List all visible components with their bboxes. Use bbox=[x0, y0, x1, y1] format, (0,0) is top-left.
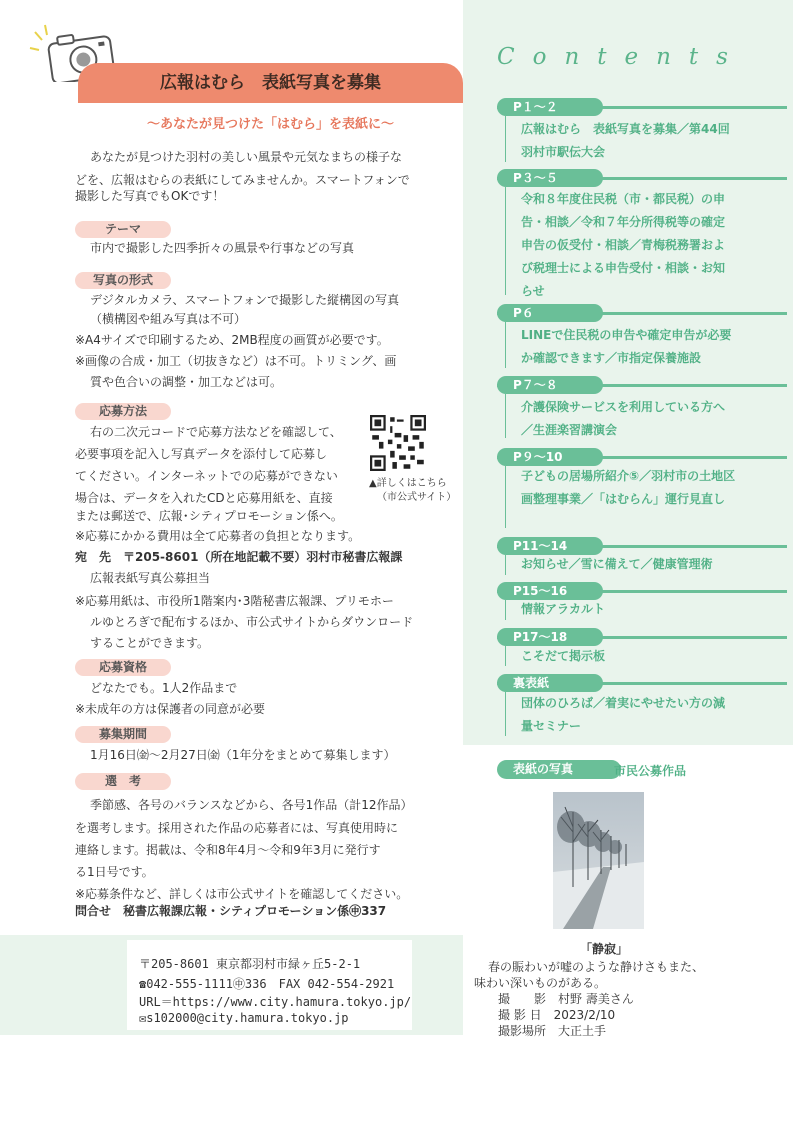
theme-text: 市内で撮影した四季折々の風景や行事などの写真 bbox=[90, 241, 355, 255]
subtitle: ～あなたが見つけた「はむら」を表紙に～ bbox=[146, 117, 394, 132]
website-url[interactable]: URL＝https://www.city.hamura.tokyo.jp/ bbox=[139, 995, 412, 1009]
format-line: ※画像の合成・加工（切抜きなど）は不可。トリミング、画 bbox=[75, 354, 397, 368]
email-address[interactable]: ✉s102000@city.hamura.tokyo.jp bbox=[139, 1011, 349, 1025]
contents-title: Contents bbox=[497, 44, 746, 70]
toc-text[interactable]: 情報アラカルト bbox=[521, 602, 606, 616]
format-line: デジタルカメラ、スマートフォンで撮影した縦構図の写真 bbox=[90, 293, 400, 307]
method-line: ※応募にかかる費用は全て応募者の負担となります。 bbox=[75, 529, 361, 543]
toc-pages[interactable]: P11～14 bbox=[497, 537, 603, 555]
contact-line: 問合せ 秘書広報課広報・シティプロモーション係㊥337 bbox=[75, 904, 387, 918]
section-tag-method: 応募方法 bbox=[75, 403, 171, 420]
section-tag-selection: 選 考 bbox=[75, 773, 171, 790]
photo-title: 「静寂」 bbox=[580, 942, 629, 956]
selection-line: を選考します。採用された作品の応募者には、写真使用時に bbox=[75, 821, 399, 835]
selection-line: 連絡します。掲載は、令和8年4月～令和9年3月に発行す bbox=[75, 843, 381, 857]
toc-text[interactable]: LINEで住民税の申告や確定申告が必要か確認できます／市指定保養施設 bbox=[521, 328, 732, 365]
toc-pages[interactable]: P９～10 bbox=[497, 448, 603, 466]
qr-caption bbox=[369, 477, 456, 505]
photographer: 撮 影 村野 壽美さん bbox=[498, 992, 634, 1006]
toc-text[interactable]: 介護保険サービスを利用している方へ／生涯楽習講演会 bbox=[521, 400, 726, 437]
section-tag-format: 写真の形式 bbox=[75, 272, 171, 289]
cover-sub: 市民公募作品 bbox=[614, 764, 687, 778]
photo-desc: 味わい深いものがある。 bbox=[474, 976, 607, 990]
section-tag-theme: テーマ bbox=[75, 221, 171, 238]
toc-pages[interactable]: P15～16 bbox=[497, 582, 603, 600]
qr-caption-line: （市公式サイト） bbox=[377, 492, 457, 503]
cover-label: 表紙の写真 bbox=[497, 760, 621, 779]
toc-text[interactable]: 団体のひろば／着実にやせたい方の減量セミナー bbox=[521, 696, 726, 733]
cover-photo bbox=[553, 792, 644, 929]
method-line: ルゆとろぎで配布するほか、市公式サイトからダウンロード bbox=[90, 615, 414, 629]
toc-line bbox=[505, 646, 506, 666]
selection-line: ※応募条件など、詳しくは市公式サイトを確認してください。 bbox=[75, 887, 409, 901]
toc-pages[interactable]: P３～５ bbox=[497, 169, 603, 187]
format-line: ※A4サイズで印刷するため、2MB程度の画質が必要です。 bbox=[75, 333, 389, 347]
toc-line bbox=[505, 394, 506, 438]
toc-line bbox=[505, 322, 506, 368]
selection-line: る1日号です。 bbox=[75, 865, 154, 879]
section-tag-period: 募集期間 bbox=[75, 726, 171, 743]
qr-caption-line: ▲詳しくはこちら bbox=[369, 478, 447, 489]
page-title: 広報はむら 表紙写真を募集 bbox=[160, 73, 381, 93]
toc-text[interactable]: 子どもの居場所紹介⑤／羽村市の土地区画整理事業／「はむらん」運行見直し bbox=[521, 469, 736, 506]
toc-pages[interactable]: P１～２ bbox=[497, 98, 603, 116]
toc-text[interactable]: お知らせ／雪に備えて／健康管理術 bbox=[521, 557, 713, 571]
selection-line: 季節感、各号のバランスなどから、各号1作品（計12作品） bbox=[90, 798, 413, 812]
toc-text[interactable]: 広報はむら 表紙写真を募集／第44回羽村市駅伝大会 bbox=[521, 122, 730, 159]
method-line: 場合は、データを入れたCDと応募用紙を、直接 bbox=[75, 491, 333, 505]
method-line: ※応募用紙は、市役所1階案内･3階秘書広報課、プリモホー bbox=[75, 594, 394, 608]
postal-address: 〒205-8601 東京都羽村市緑ヶ丘5-2-1 bbox=[139, 957, 361, 971]
photo-desc: 春の賑わいが嘘のような静けさもまた、 bbox=[488, 960, 705, 974]
section-tag-eligibility: 応募資格 bbox=[75, 659, 171, 676]
intro-line: どを、広報はむらの表紙にしてみませんか。スマートフォンで bbox=[75, 173, 410, 187]
period-line: 1月16日㈮～2月27日㈮（1年分をまとめて募集します） bbox=[90, 748, 396, 762]
intro-line: あなたが見つけた羽村の美しい風景や元気なまちの様子な bbox=[90, 150, 403, 164]
method-line: 右の二次元コードで応募方法などを確認して、 bbox=[90, 425, 342, 439]
eligibility-line: どなたでも。1人2作品まで bbox=[90, 681, 238, 695]
method-line: することができます。 bbox=[90, 636, 210, 650]
method-line: または郵送で、広報･シティプロモーション係へ。 bbox=[75, 509, 343, 523]
toc-pages[interactable]: P17～18 bbox=[497, 628, 603, 646]
eligibility-line: ※未成年の方は保護者の同意が必要 bbox=[75, 702, 266, 716]
qr-code[interactable] bbox=[370, 415, 426, 471]
toc-line bbox=[505, 116, 506, 162]
toc-line bbox=[505, 466, 506, 528]
method-line: てください。インターネットでの応募ができない bbox=[75, 469, 338, 483]
toc-line bbox=[505, 600, 506, 620]
method-line: 必要事項を記入し写真データを添付して応募し bbox=[75, 447, 328, 461]
format-line: 質や色合いの調整・加工などは可。 bbox=[90, 375, 283, 389]
toc-text[interactable]: 令和８年度住民税（市・都民税）の申告・相談／令和７年分所得税等の確定申告の仮受付・相談／青梅税務署および税理士による申告受付・相談・お知らせ bbox=[521, 192, 726, 298]
toc-text[interactable]: こそだて掲示板 bbox=[521, 649, 606, 663]
method-line: 広報表紙写真公募担当 bbox=[90, 571, 211, 585]
format-line: （横構図や組み写真は不可） bbox=[90, 312, 247, 326]
toc-line bbox=[505, 555, 506, 575]
toc-pages[interactable]: P７～８ bbox=[497, 376, 603, 394]
toc-line bbox=[505, 692, 506, 736]
intro-line: 撮影した写真でもOKです！ bbox=[75, 189, 225, 203]
method-line: 宛 先 〒205-8601（所在地記載不要）羽村市秘書広報課 bbox=[75, 550, 403, 564]
phone-fax: ☎042-555-1111㊥336 FAX 042-554-2921 bbox=[139, 977, 395, 991]
toc-pages[interactable]: P６ bbox=[497, 304, 603, 322]
photo-place: 撮影場所 大正土手 bbox=[498, 1024, 607, 1038]
toc-pages[interactable]: 裏表紙 bbox=[497, 674, 603, 692]
left-bottom-white bbox=[0, 1035, 463, 1122]
photo-date: 撮 影 日 2023/2/10 bbox=[498, 1008, 616, 1022]
toc-line bbox=[505, 187, 506, 295]
